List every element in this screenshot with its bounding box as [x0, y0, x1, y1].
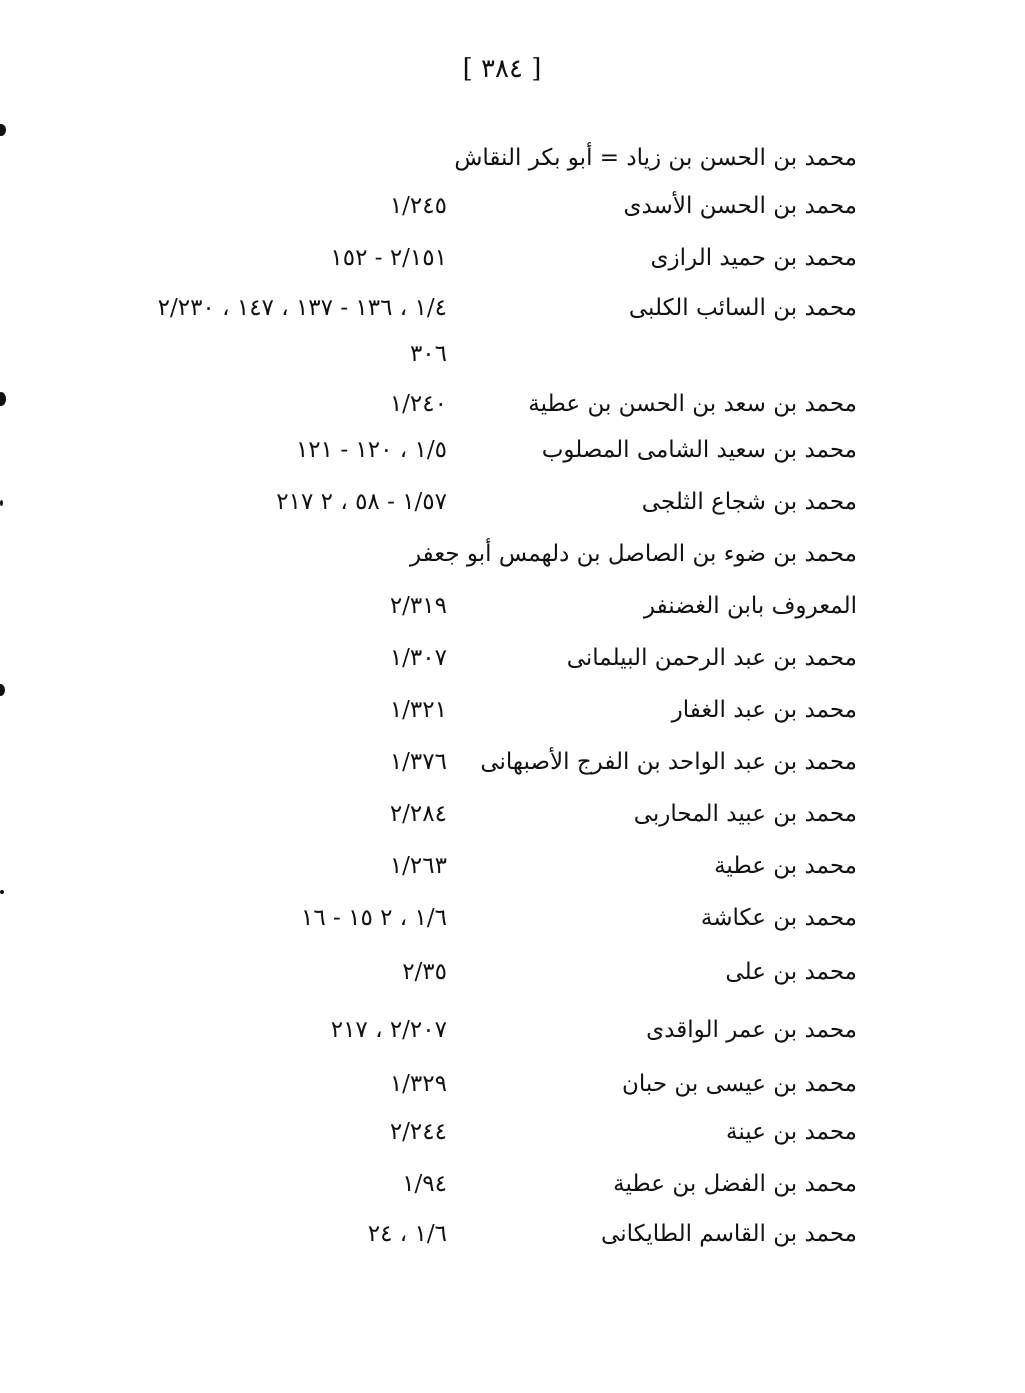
entry-name: محمد بن الفضل بن عطية [613, 1171, 857, 1197]
index-entry [0, 586, 1025, 626]
entry-reference: ٢/٢٠٧ ، ٢١٧ [330, 1017, 447, 1043]
entry-name: محمد بن عمر الواقدى [646, 1017, 857, 1043]
entry-name: محمد بن سعد بن الحسن بن عطية [528, 391, 857, 417]
entry-reference: ١/٣٢١ [389, 697, 447, 723]
entry-name: محمد بن شجاع الثلجى [641, 489, 857, 515]
entry-reference: ١/٥٧ - ٥٨ ، ٢ ٢١٧ [276, 489, 447, 515]
page-number: [ ٣٨٤ ] [462, 54, 542, 84]
index-entry [0, 534, 1025, 574]
index-entry [0, 794, 1025, 834]
entry-name: محمد بن عبد الغفار [671, 697, 857, 723]
entry-name: محمد بن على [725, 959, 857, 985]
index-entry [0, 690, 1025, 730]
entry-name: محمد بن عبد الرحمن البيلمانى [566, 645, 857, 671]
scan-mark [0, 890, 4, 894]
entry-name: محمد بن عكاشة [700, 905, 857, 931]
index-entry [0, 238, 1025, 278]
index-entry [0, 1164, 1025, 1204]
entry-name: محمد بن حميد الرازى [650, 245, 857, 271]
index-entry [0, 384, 1025, 424]
entry-name: محمد بن السائب الكلبى [628, 295, 857, 321]
index-entry [0, 846, 1025, 886]
index-entry [0, 482, 1025, 522]
entry-name: المعروف بابن الغضنفر [643, 593, 857, 619]
entry-reference: ١/٥ ، ١٢٠ - ١٢١ [295, 437, 447, 463]
index-entry [0, 430, 1025, 470]
index-entry [0, 1112, 1025, 1152]
entry-reference: ١/٩٤ [402, 1171, 447, 1197]
entry-reference: ١/٣٠٧ [389, 645, 447, 671]
entry-name: محمد بن عينة [725, 1119, 857, 1145]
entry-reference: ١/٤ ، ١٣٦ - ١٣٧ ، ١٤٧ ، ٢/٢٣٠ [157, 295, 447, 321]
entry-reference: ٢/٢٤٤ [389, 1119, 447, 1145]
entry-reference: ٣٠٦ [409, 341, 447, 367]
entry-reference: ١/٣٧٦ [389, 749, 447, 775]
scan-mark [0, 500, 3, 506]
index-entry [0, 138, 1025, 178]
index-entry [0, 952, 1025, 992]
index-entry [0, 898, 1025, 938]
entry-name: محمد بن الحسن الأسدى [623, 193, 857, 219]
index-entry [0, 1010, 1025, 1050]
entry-name: محمد بن عبيد المحاربى [633, 801, 857, 827]
index-entry [0, 638, 1025, 678]
entry-name: محمد بن القاسم الطايكانى [601, 1221, 857, 1247]
index-entry [0, 1064, 1025, 1104]
entry-name: محمد بن عطية [714, 853, 857, 879]
index-entry [0, 288, 1025, 328]
entry-reference: ١/٢٤٥ [389, 193, 447, 219]
entry-name: محمد بن عبد الواحد بن الفرج الأصبهانى [480, 749, 857, 775]
entry-reference: ١/٦ ، ٢ ١٥ - ١٦ [300, 905, 447, 931]
entry-name: محمد بن الحسن بن زياد = أبو بكر النقاش [454, 145, 857, 171]
index-entry [0, 186, 1025, 226]
index-entry [0, 742, 1025, 782]
entry-name: محمد بن ضوء بن الصاصل بن دلهمس أبو جعفر [409, 541, 857, 567]
entry-reference: ١/٢٤٠ [389, 391, 447, 417]
entry-reference: ١/٢٦٣ [389, 853, 447, 879]
entry-name: محمد بن عيسى بن حبان [621, 1071, 857, 1097]
entry-reference: ٢/٣٥ [402, 959, 447, 985]
entry-reference: ٢/١٥١ - ١٥٢ [330, 245, 447, 271]
entry-reference: ٢/٣١٩ [389, 593, 447, 619]
entry-reference: ١/٦ ، ٢٤ [367, 1221, 447, 1247]
index-entry [0, 334, 1025, 374]
entry-reference: ٢/٢٨٤ [389, 801, 447, 827]
index-entry [0, 1214, 1025, 1254]
entry-name: محمد بن سعيد الشامى المصلوب [541, 437, 857, 463]
entry-reference: ١/٣٢٩ [389, 1071, 447, 1097]
